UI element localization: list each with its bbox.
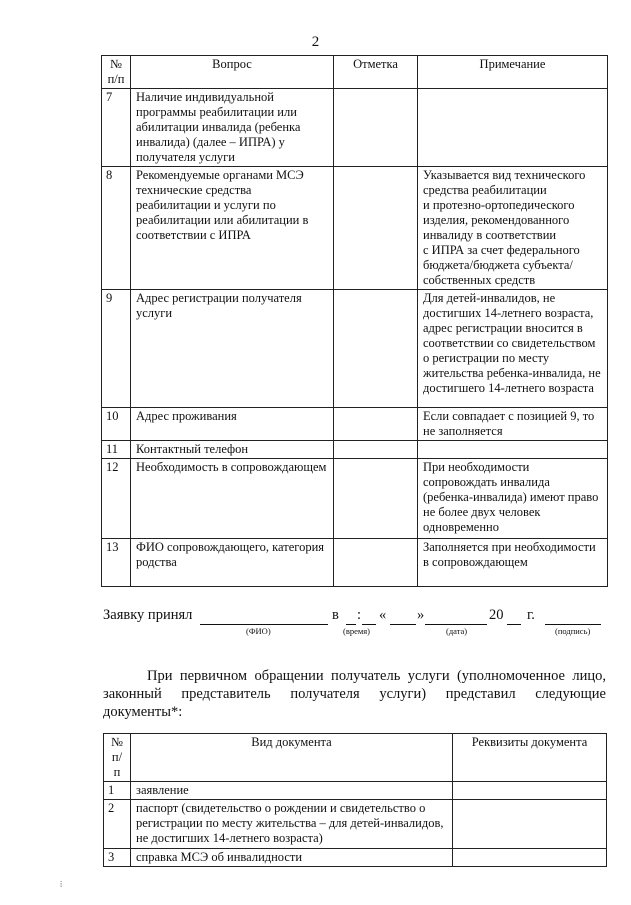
row-number: 8 [102, 167, 131, 290]
row-document: справка МСЭ об инвалидности [131, 849, 453, 867]
row-mark-cell[interactable] [334, 441, 418, 459]
quote-open: « [379, 607, 387, 623]
row-number: 7 [102, 89, 131, 167]
table-header-row [102, 56, 608, 89]
signature-caption: (подпись) [555, 626, 591, 636]
row-question: ФИО сопровождающего, категория родства [131, 539, 334, 587]
header-number: № п/п [102, 56, 131, 89]
row-note [418, 89, 608, 167]
row-note: Указывается вид технического средства реабилитации и протезно-ортопедического изделия, рекомендованного инвалиду в соответствии с ИПРА за счет федерального бюджета/бюджета субъекта/собственных средств [418, 167, 608, 290]
row-number: 3 [104, 849, 131, 867]
fio-blank[interactable] [200, 623, 328, 625]
row-note: Если совпадает с позицией 9, то не заполняется [418, 408, 608, 441]
table-row [102, 441, 608, 459]
table-row [104, 849, 607, 867]
row-question: Наличие индивидуальной программы реабилитации или абилитации инвалида (ребенка инвалида) (далее – ИПРА) у получателя услуги [131, 89, 334, 167]
row-mark-cell[interactable] [334, 89, 418, 167]
row-details-cell[interactable] [453, 782, 607, 800]
table-row [102, 459, 608, 539]
header-mark: Отметка [334, 56, 418, 89]
documents-table [103, 733, 607, 867]
margin-mark: ⁞ [60, 880, 63, 889]
day-blank[interactable] [390, 623, 416, 625]
row-mark-cell[interactable] [334, 408, 418, 441]
page-number: 2 [311, 34, 320, 50]
hour-blank[interactable] [346, 623, 356, 625]
row-document: заявление [131, 782, 453, 800]
row-number: 9 [102, 290, 131, 408]
row-question: Адрес регистрации получателя услуги [131, 290, 334, 408]
year-blank[interactable] [507, 623, 521, 625]
table-row [102, 89, 608, 167]
year-suffix: г. [527, 607, 535, 623]
row-number: 13 [102, 539, 131, 587]
row-details-cell[interactable] [453, 849, 607, 867]
row-number: 2 [104, 800, 131, 849]
row-mark-cell[interactable] [334, 539, 418, 587]
header-note: Примечание [418, 56, 608, 89]
row-number: 11 [102, 441, 131, 459]
acceptance-label: Заявку принял [103, 607, 193, 623]
colon-text: : [357, 607, 362, 623]
table-row [102, 167, 608, 290]
quote-close: » [417, 607, 425, 623]
row-details-cell[interactable] [453, 800, 607, 849]
table-row [104, 782, 607, 800]
table-row [102, 290, 608, 408]
row-mark-cell[interactable] [334, 290, 418, 408]
row-number: 10 [102, 408, 131, 441]
row-note [418, 441, 608, 459]
row-mark-cell[interactable] [334, 167, 418, 290]
row-number: 1 [104, 782, 131, 800]
row-note: Заполняется при необходимости в сопровождающем [418, 539, 608, 587]
row-question: Адрес проживания [131, 408, 334, 441]
month-blank[interactable] [425, 623, 487, 625]
minute-blank[interactable] [362, 623, 376, 625]
fio-caption: (ФИО) [246, 626, 271, 636]
table-header-row [104, 734, 607, 782]
row-document: паспорт (свидетельство о рождении и свидетельство о регистрации по месту жительства – для детей-инвалидов, не достигших 14-летнего возраста) [131, 800, 453, 849]
row-note: При необходимости сопровождать инвалида (ребенка-инвалида) имеют право не более двух человек одновременно [418, 459, 608, 539]
signature-blank[interactable] [545, 623, 601, 625]
time-caption: (время) [343, 626, 370, 636]
application-table [101, 55, 608, 587]
table-row [102, 408, 608, 441]
row-question: Необходимость в сопровождающем [131, 459, 334, 539]
year-prefix: 20 [489, 607, 504, 623]
acceptance-line [103, 607, 603, 647]
row-mark-cell[interactable] [334, 459, 418, 539]
header-doc-type: Вид документа [131, 734, 453, 782]
v-text: в [332, 607, 339, 623]
header-number: № п/п [104, 734, 131, 782]
header-doc-details: Реквизиты документа [453, 734, 607, 782]
documents-paragraph: При первичном обращении получатель услуги (уполномоченное лицо, законный представитель получателя услуги) представил следующие документы*: [103, 668, 606, 720]
row-number: 12 [102, 459, 131, 539]
header-question: Вопрос [131, 56, 334, 89]
table-row [104, 800, 607, 849]
row-question: Контактный телефон [131, 441, 334, 459]
row-question: Рекомендуемые органами МСЭ технические средства реабилитации и услуги по реабилитации или абилитации в соответствии с ИПРА [131, 167, 334, 290]
row-note: Для детей-инвалидов, не достигших 14-летнего возраста, адрес регистрации вносится в соответствии со свидетельством о регистрации по месту жительства ребенка-инвалида, не достигшего 14-летнего возраста [418, 290, 608, 408]
date-caption: (дата) [446, 626, 468, 636]
table-row [102, 539, 608, 587]
